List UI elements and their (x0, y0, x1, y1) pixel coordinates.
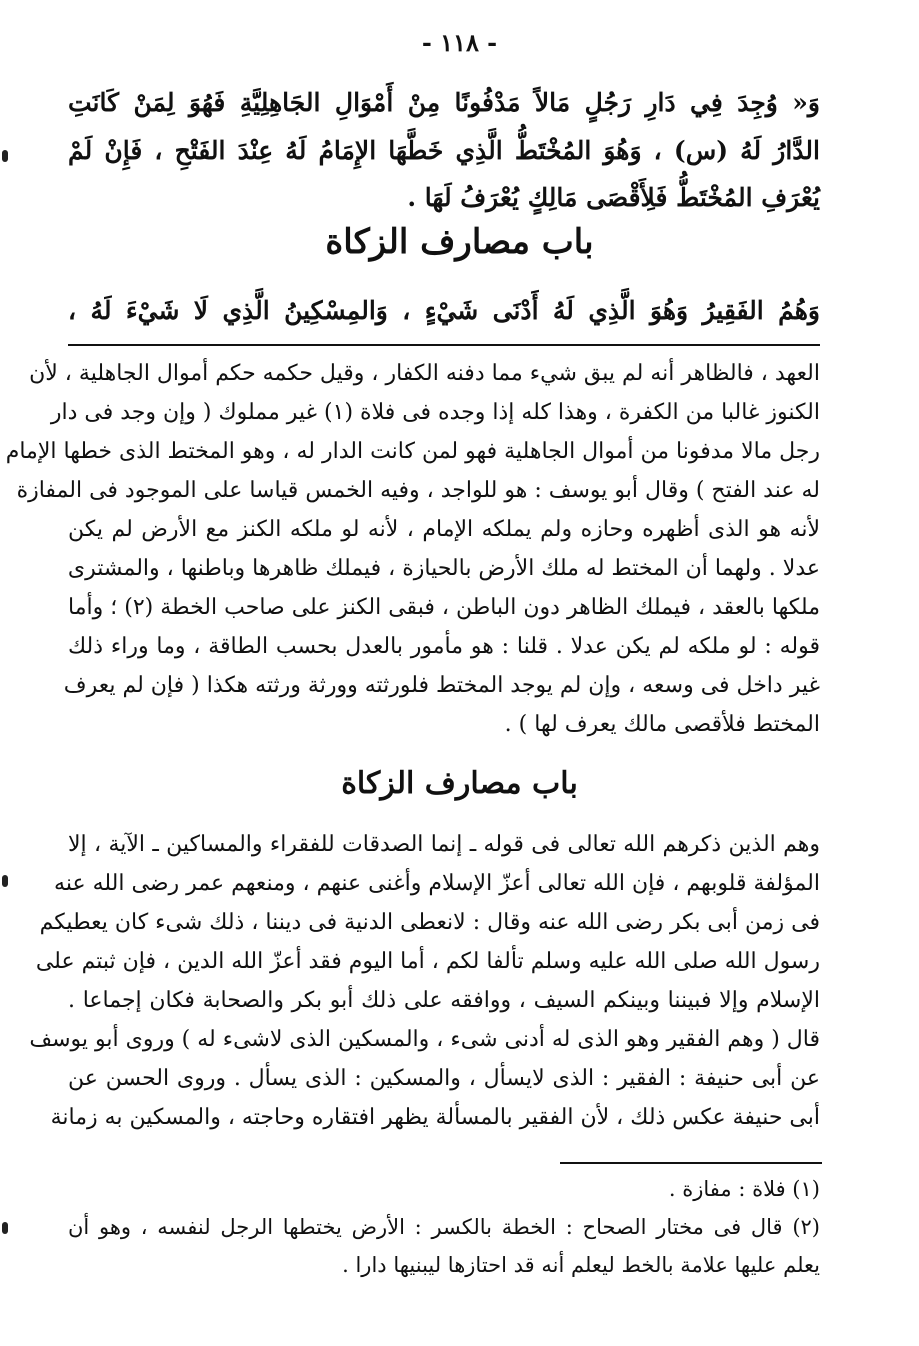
footnote-divider (560, 1162, 822, 1164)
section-divider (68, 344, 820, 346)
sharh-line: العهد ، فالظاهر أنه لم يبق شيء مما دفنه الكفار ، وقيل حكمه حكم أموال الجاهلية ، لأن (29, 361, 820, 386)
sharh-line: المؤلفة قلوبهم ، فإن الله تعالى أعزّ الإسلام وأغنى عنهم ، ومنعهم عمر رضى الله عنه (54, 871, 820, 896)
scan-edge-mark (2, 150, 8, 162)
matn-line: وَ« وُجِدَ فِي دَارِ رَجُلٍ مَالاً مَدْفُونًا مِنْ أَمْوَالِ الجَاهِلِيَّةِ فَهُوَ لِمَنْ كَانَتِ (68, 88, 820, 117)
sharh-line: عدلا . ولهما أن المختط له ملك الأرض بالحيازة ، فيملك ظاهرها وباطنها ، والمشترى (67, 556, 820, 581)
sharh-line: لأنه هو الذى أظهره وحازه ولم يملكه الإمام ، لأنه لو ملكه الكنز مع الأرض لم يكن (68, 517, 820, 542)
chapter-heading: باب مصارف الزكاة (325, 222, 594, 262)
sharh-line: له عند الفتح ) وقال أبو يوسف : هو للواجد ، وفيه الخمس قياسا على الموجود فى المفازة (16, 478, 820, 503)
chapter-heading: باب مصارف الزكاة (341, 766, 578, 801)
sharh-line: رجل مالا مدفونا من أموال الجاهلية فهو لمن كانت الدار له ، وهو المختط الذى خطها الإمام (5, 439, 820, 464)
footnote-2-continued: يعلم عليها علامة بالخط ليعلم أنه قد احتازها ليبنيها دارا . (342, 1253, 820, 1277)
sharh-line: ملكها بالعقد ، فيملك الظاهر دون الباطن ، فبقى الكنز على صاحب الخطة (٢) ؛ وأما (68, 595, 820, 620)
sharh-line: قوله : لو ملكه لم يكن عدلا . قلنا : هو مأمور بالعدل بحسب الطاقة ، وما وراء ذلك (68, 634, 821, 659)
matn-line: وَهُمُ الفَقِيرُ وَهُوَ الَّذِي لَهُ أَدْنَى شَيْءٍ ، وَالمِسْكِينُ الَّذِي لَا شَيْءَ لَهُ ، (68, 296, 820, 325)
page-number: - ١١٨ - (421, 28, 498, 57)
matn-line: الدَّارُ لَهُ (س) ، وَهُوَ المُخْتَطُّ الَّذِي خَطَّهَا الإِمَامُ لَهُ عِنْدَ الفَتْحِ ، فَإِنْ لَمْ (68, 136, 820, 165)
footnote-1: (١) فلاة : مفازة . (668, 1177, 820, 1201)
scan-edge-mark (2, 875, 8, 887)
sharh-line: عن أبى حنيفة : الفقير : الذى لايسأل ، والمسكين : الذى يسأل . وروى الحسن عن (68, 1066, 820, 1091)
sharh-line: قال ( وهم الفقير وهو الذى له أدنى شىء ، والمسكين الذى لاشىء له ) وروى أبو يوسف (29, 1027, 820, 1052)
sharh-line: فى زمن أبى بكر رضى الله عنه وقال : لانعطى الدنية فى ديننا ، ذلك شىء كان يعطيكم (39, 910, 820, 935)
sharh-line: أبى حنيفة عكس ذلك ، لأن الفقير بالمسألة يظهر افتقاره وحاجته ، والمسكين به زمانة (50, 1105, 820, 1130)
matn-line: يُعْرَفِ المُخْتَطُّ فَلِأَقْصَى مَالِكٍ يُعْرَفُ لَهَا . (407, 183, 820, 212)
footnote-2: (٢) قال فى مختار الصحاح : الخطة بالكسر : الأرض يختطها الرجل لنفسه ، وهو أن (68, 1215, 820, 1239)
sharh-line: الإسلام وإلا فبيننا وبينكم السيف ، ووافقه على ذلك أبو بكر والصحابة فكان إجماعا . (68, 988, 820, 1013)
sharh-line: الكنوز غالبا من الكفرة ، وهذا كله إذا وجده فى فلاة (١) غير مملوك ( وإن وجد فى دار (50, 400, 820, 425)
scan-edge-mark (2, 1222, 8, 1234)
sharh-line: غير داخل فى وسعه ، وإن لم يوجد المختط فلورثته وورثة ورثته هكذا ( فإن لم يعرف (63, 673, 820, 698)
sharh-line: رسول الله صلى الله عليه وسلم تألفا لكم ، أما اليوم فقد أعزّ الله الدين ، فإن ثبتم على (35, 949, 820, 974)
sharh-line: المختط فلأقصى مالك يعرف لها ) . (504, 712, 820, 737)
sharh-line: وهم الذين ذكرهم الله تعالى فى قوله ـ إنما الصدقات للفقراء والمساكين ـ الآية ، إلا (68, 832, 820, 857)
